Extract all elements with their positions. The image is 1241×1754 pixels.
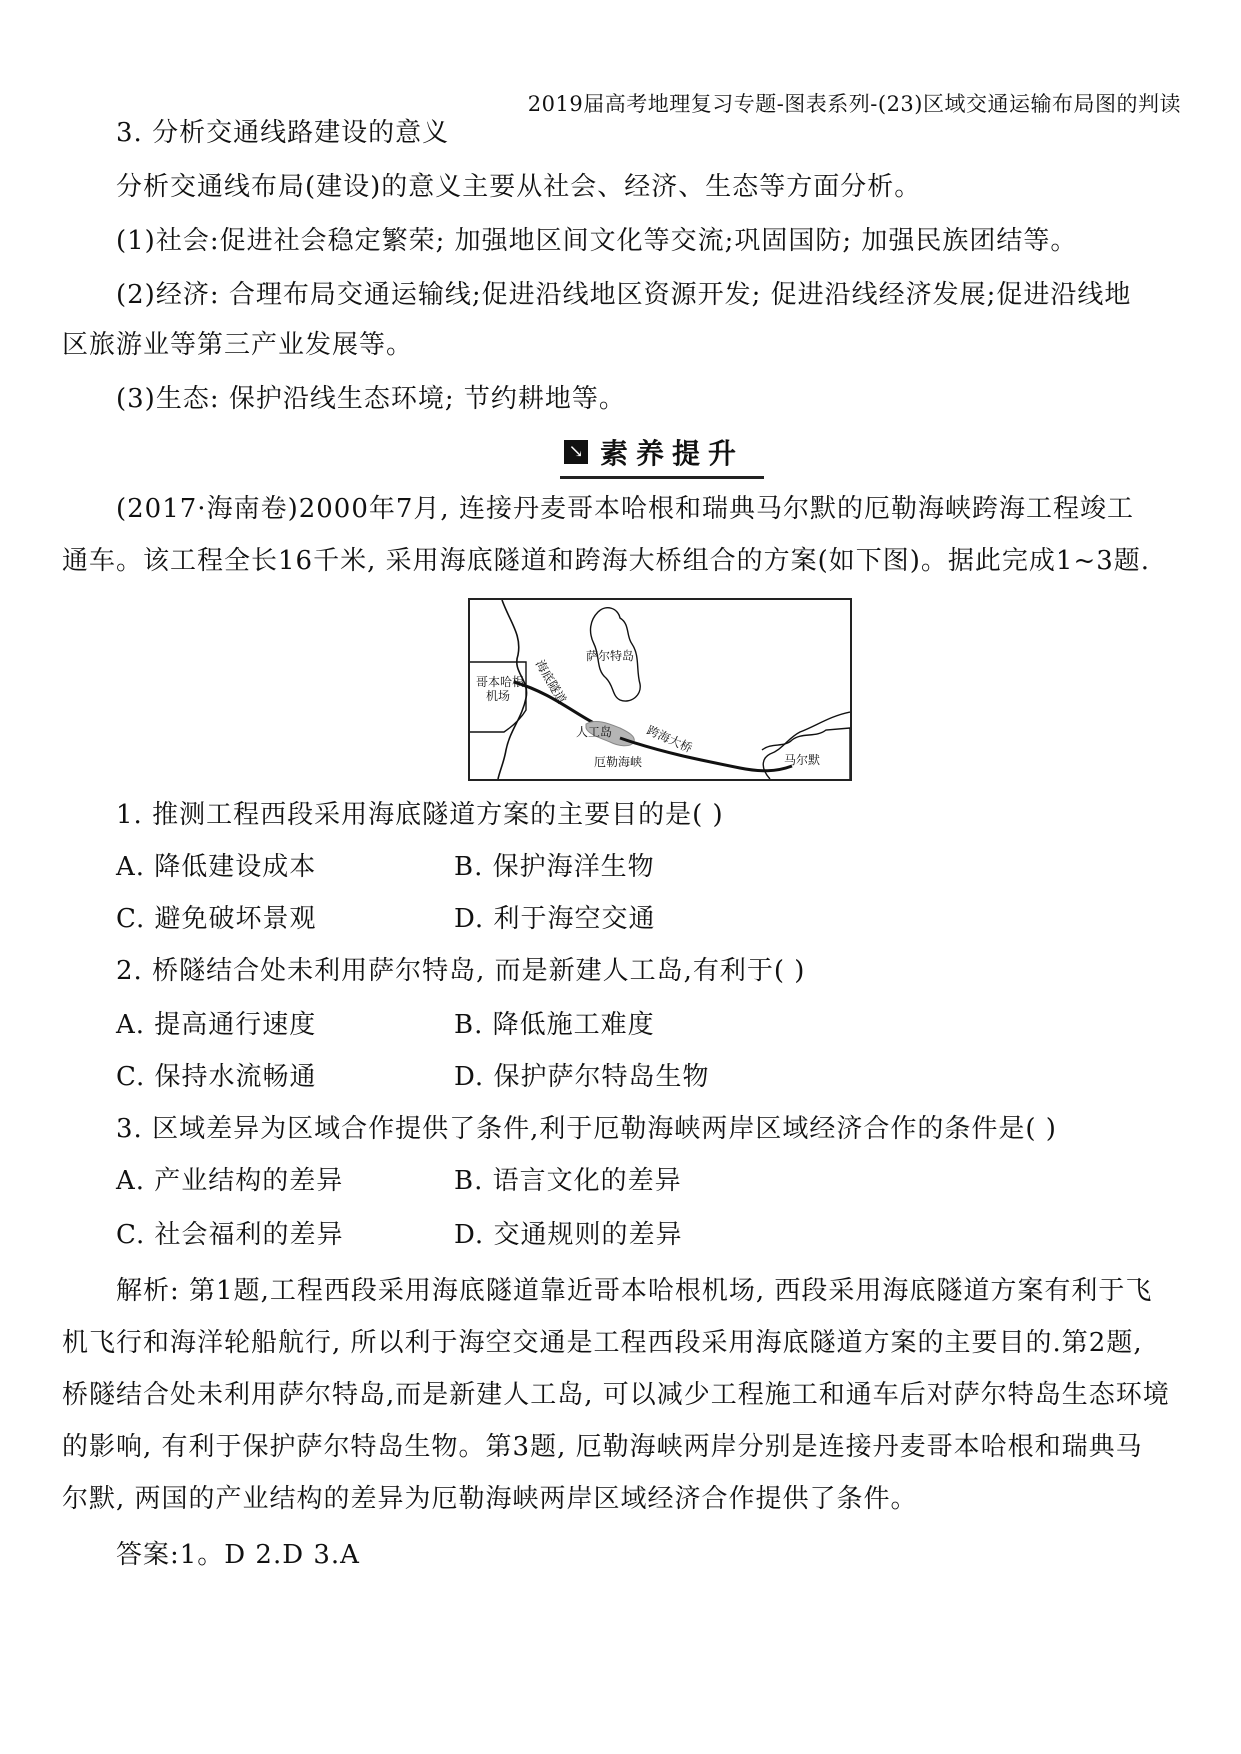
analysis-line2: 机飞行和海洋轮船航行, 所以利于海空交通是工程西段采用海底隧道方案的主要目的.第2题, (62, 1328, 1143, 1358)
page-header-title: 2019届高考地理复习专题-图表系列-(23)区域交通运输布局图的判读 (527, 92, 1181, 116)
question-3-stem: 3. 区域差异为区域合作提供了条件,利于厄勒海峡两岸区域经济合作的条件是( ) (116, 1114, 1057, 1144)
section-intro: 分析交通线布局(建设)的意义主要从社会、经济、生态等方面分析。 (116, 172, 922, 202)
oresund-map (468, 598, 852, 781)
question-2-option-b: B. 降低施工难度 (454, 1010, 655, 1040)
badge-label: 素养提升 (600, 437, 745, 470)
artificial-island-label: 人工岛 (576, 725, 613, 739)
analysis-line5: 尔默, 两国的产业结构的差异为厄勒海峡两岸区域经济合作提供了条件。 (62, 1484, 918, 1514)
question-3-option-b: B. 语言文化的差异 (454, 1166, 682, 1196)
passage-line2: 通车。该工程全长16千米, 采用海底隧道和跨海大桥组合的方案(如下图)。据此完成1~3题. (62, 546, 1151, 576)
analysis-line1: 解析: 第1题,工程西段采用海底隧道靠近哥本哈根机场, 西段采用海底隧道方案有利于飞 (116, 1276, 1153, 1306)
arrow-icon: ↘ (564, 440, 588, 464)
section-badge (560, 432, 764, 479)
question-2-option-c: C. 保持水流畅通 (116, 1062, 317, 1092)
answer-line: 答案:1。D 2.D 3.A (116, 1540, 360, 1570)
analysis-line3: 桥隧结合处未利用萨尔特岛,而是新建人工岛, 可以减少工程施工和通车后对萨尔特岛生态环境 (62, 1380, 1170, 1410)
bridge-label: 跨海大桥 (644, 723, 695, 756)
analysis-line4: 的影响, 有利于保护萨尔特岛生物。第3题, 厄勒海峡两岸分别是连接丹麦哥本哈根和瑞典马 (62, 1432, 1143, 1462)
airport-label (476, 676, 524, 704)
question-1-option-d: D. 利于海空交通 (454, 904, 656, 934)
strait-label: 厄勒海峡 (594, 755, 643, 769)
island-label: 萨尔特岛 (586, 649, 635, 663)
question-1-stem: 1. 推测工程西段采用海底隧道方案的主要目的是( ) (116, 800, 724, 830)
point-economic-line1: (2)经济: 合理布局交通运输线;促进沿线地区资源开发; 促进沿线经济发展;促进沿线地 (116, 280, 1132, 310)
question-3-option-c: C. 社会福利的差异 (116, 1220, 344, 1250)
point-social: (1)社会:促进社会稳定繁荣; 加强地区间文化等交流;巩固国防; 加强民族团结等。 (116, 226, 1078, 256)
question-1-option-a: A. 降低建设成本 (116, 852, 317, 882)
passage-line1: (2017·海南卷)2000年7月, 连接丹麦哥本哈根和瑞典马尔默的厄勒海峡跨海工程竣工 (116, 494, 1134, 524)
bridge-line (620, 738, 792, 771)
question-3-option-a: A. 产业结构的差异 (116, 1166, 344, 1196)
section-heading: 3. 分析交通线路建设的意义 (116, 118, 450, 148)
tunnel-label: 海底隧道 (532, 657, 569, 707)
point-ecological: (3)生态: 保护沿线生态环境; 节约耕地等。 (116, 384, 626, 414)
malmo-label: 马尔默 (784, 753, 821, 767)
airport-label-line1: 哥本哈根 (476, 675, 525, 689)
question-1-option-b: B. 保护海洋生物 (454, 852, 655, 882)
question-2-stem: 2. 桥隧结合处未利用萨尔特岛, 而是新建人工岛,有利于( ) (116, 956, 806, 986)
question-3-option-d: D. 交通规则的差异 (454, 1220, 683, 1250)
point-economic-line2: 区旅游业等第三产业发展等。 (62, 330, 414, 360)
question-2-option-d: D. 保护萨尔特岛生物 (454, 1062, 710, 1092)
question-1-option-c: C. 避免破坏景观 (116, 904, 317, 934)
question-2-option-a: A. 提高通行速度 (116, 1010, 317, 1040)
airport-label-line2: 机场 (486, 688, 511, 703)
